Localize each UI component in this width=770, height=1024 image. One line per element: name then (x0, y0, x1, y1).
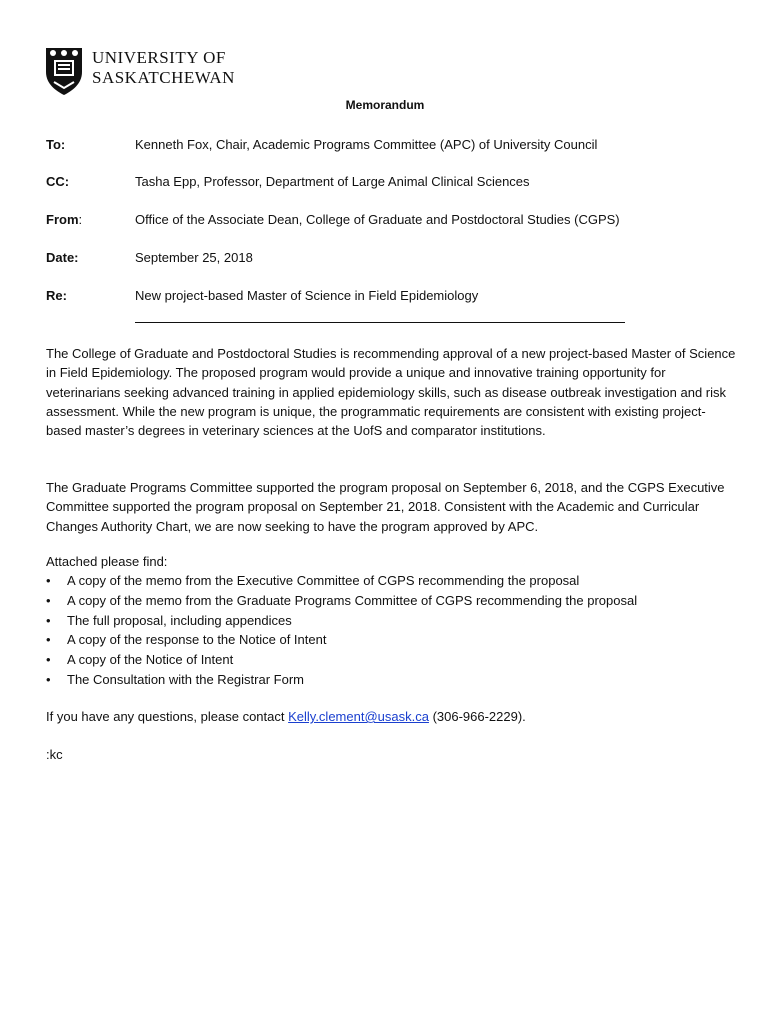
list-item (46, 611, 736, 631)
date-row (46, 250, 736, 268)
attachment-text: A copy of the response to the Notice of Intent (67, 632, 327, 648)
date-value: September 25, 2018 (135, 250, 253, 265)
bullet-icon: • (46, 573, 51, 588)
contact-prefix: If you have any questions, please contact (46, 709, 289, 724)
bullet-icon: • (46, 632, 51, 648)
attached-intro: Attached please find: (46, 554, 168, 569)
to-value: Kenneth Fox, Chair, Academic Programs Committee (APC) of University Council (135, 137, 598, 152)
wordmark-line-1: UNIVERSITY OF (92, 48, 226, 67)
to-label: To: (46, 137, 66, 152)
bullet-icon: • (46, 671, 51, 687)
contact-suffix: (306-966-2229). (428, 709, 526, 724)
attachment-text: The full proposal, including appendices (67, 612, 292, 628)
university-logo (44, 44, 274, 98)
attachment-text: A copy of the memo from the Executive Committee of CGPS recommending the proposal (67, 573, 580, 588)
re-row (46, 288, 736, 306)
attachment-list (46, 571, 736, 690)
list-item (46, 670, 736, 690)
header-divider (135, 322, 625, 323)
from-label-text: From (46, 212, 79, 227)
list-item (46, 571, 736, 591)
contact-email-link[interactable]: Kelly.clement@usask.ca (288, 709, 429, 724)
contact-line (46, 709, 526, 724)
list-item (46, 591, 736, 611)
date-label: Date: (46, 250, 79, 265)
attachment-text: A copy of the memo from the Graduate Programs Committee of CGPS recommending the proposal (67, 592, 638, 608)
to-row (46, 137, 736, 155)
list-item (46, 630, 736, 650)
re-label: Re: (46, 288, 67, 303)
attachment-text: The Consultation with the Registrar Form (67, 671, 304, 687)
bullet-icon: • (46, 592, 51, 608)
from-label (46, 212, 82, 227)
list-item (46, 650, 736, 670)
bullet-icon: • (46, 612, 51, 628)
university-crest-icon (44, 44, 84, 96)
attachment-text: A copy of the Notice of Intent (67, 652, 234, 668)
body-paragraph-1: The College of Graduate and Postdoctoral Studies is recommending approval of a new project-based Master of Science in Field Epidemiology. The proposed program would provide a unique and innovative training opportunity for veterinarians seeking advanced training in applied epidemiology skills, such as disease outbreak investigation and risk assessment. While the new program is unique, the programmatic requirements are consistent with existing project-based master’s degrees in veterinary sciences at the UofS and comparator institutions. (46, 346, 736, 439)
from-value: Office of the Associate Dean, College of Graduate and Postdoctoral Studies (CGPS) (135, 212, 620, 227)
cc-value: Tasha Epp, Professor, Department of Large Animal Clinical Sciences (135, 174, 530, 189)
from-row (46, 212, 736, 230)
body-paragraph-2: The Graduate Programs Committee supported the program proposal on September 6, 2018, and the CGPS Executive Committee supported the program proposal on September 21, 2018. Consistent with the Academic and Curricular Changes Authority Chart, we are now seeking to have the program approved by APC. (46, 480, 725, 534)
wordmark-line-2: SASKATCHEWAN (92, 68, 235, 87)
author-initials: :kc (46, 747, 63, 762)
bullet-icon: • (46, 652, 51, 668)
from-label-colon: : (78, 212, 83, 227)
re-value: New project-based Master of Science in Field Epidemiology (135, 288, 479, 303)
university-wordmark (92, 48, 235, 88)
cc-label: CC: (46, 174, 70, 189)
cc-row (46, 174, 736, 192)
memo-title: Memorandum (345, 98, 425, 112)
